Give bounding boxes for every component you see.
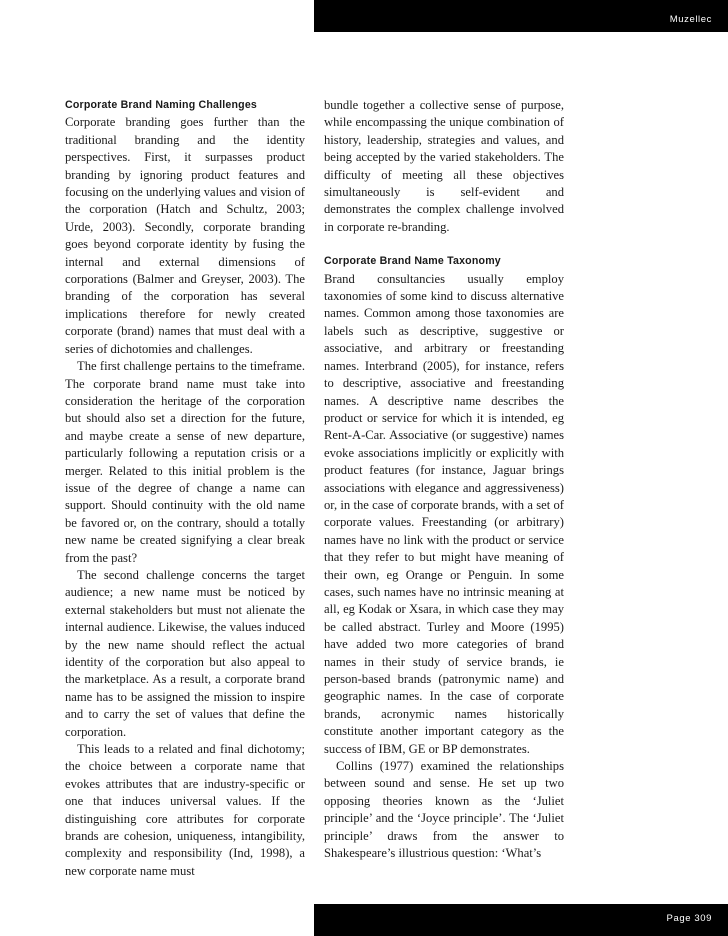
body-paragraph: The first challenge pertains to the timeframe. The corporate brand name must take into consideration the heritage of the corporation but should also set a direction for the future, and maybe create a sense of new departure, particularly following a reputation crisis or a merger. Related to this initial problem is the issue of the degree of change a name can support. Should continuity with the old name be favored or, on the contrary, should a totally new name be created signifying a clear break from the past? — [65, 359, 305, 565]
running-head-author: Muzellec — [669, 14, 712, 25]
section-heading-name-taxonomy: Corporate Brand Name Taxonomy — [324, 255, 501, 268]
body-paragraph-continued: bundle together a collective sense of purpose, while encompassing the unique combination of history, leadership, strategies and values, and being accepted by the varied stakeholders. The difficulty of meeting all these objectives simultaneously is self-evident and demonstrates the complex challenge involved in corporate re-branding. — [324, 98, 564, 234]
page-number: Page 309 — [666, 913, 712, 924]
footer-bar — [314, 904, 728, 936]
body-paragraph: Brand consultancies usually employ taxonomies of some kind to discuss alternative names. Common among those taxonomies are labels such as descriptive, suggestive or associative, and arbitrary or freestanding names. Interbrand (2005), for instance, refers to descriptive, associative and freestanding names. A descriptive name describes the product or service for which it is intended, eg Rent-A-Car. Associative (or suggestive) names evoke associations implicitly or explicitly with product features (for instance, Jaguar brings associations with elegance and aggressiveness) or, in the case of corporate brands, with a set of corporate values. Freestanding (or arbitrary) names have no link with the product or service that they refer to but might have meaning of their own, eg Orange or Penguin. In some cases, such names have no intrinsic meaning at all, eg Kodak or Xsara, in which case they may be called abstract. Turley and Moore (1995) have added two more categories of brand names in their study of service brands, ie person-based brands (patronymic name) and geographic names. In the case of corporate brands, acronymic names historically constitute another important category as the success of IBM, GE or BP demonstrates. — [324, 271, 564, 756]
body-paragraph: The second challenge concerns the target audience; a new name must be noticed by external stakeholders but must not alienate the internal audience. Likewise, the values induced by the new name should reflect the actual identity of the corporation but also appeal to the marketplace. As a result, a corporate brand name has to be assigned the mission to inspire and to carry the set of values that define the corporation. — [65, 567, 305, 739]
section-gap — [324, 236, 564, 253]
body-paragraph: This leads to a related and final dichotomy; the choice between a corporate name that evokes attributes that are industry-specific or one that induces universal values. If the distinguishing core attributes for corporate brands are cohesion, uniqueness, intangibility, complexity and responsibility (Ind, 1998), a new corporate name must — [65, 742, 305, 878]
body-paragraph: Collins (1977) examined the relationships between sound and sense. He set up two opposing theories known as the ‘Juliet principle’ and the ‘Joyce principle’. The ‘Juliet principle’ draws from the answer to Shakespeare’s illustrious question: ‘What’s — [324, 759, 564, 861]
left-column — [65, 97, 305, 880]
section-heading-naming-challenges: Corporate Brand Naming Challenges — [65, 99, 258, 111]
header-bar — [314, 0, 728, 32]
right-column — [324, 97, 564, 862]
body-paragraph: Corporate branding goes further than the traditional branding and the identity perspectives. First, it surpasses product branding by ignoring product features and focusing on the underlying values and vision of the corporation (Hatch and Schultz, 2003; Urde, 2003). Secondly, corporate branding goes beyond corporate identity by fusing the internal and external dimensions of corporations (Balmer and Greyser, 2003). The branding of the corporation has several implications therefore for newly created corporate (brand) names that must deal with a series of dichotomies and challenges. — [65, 115, 305, 356]
